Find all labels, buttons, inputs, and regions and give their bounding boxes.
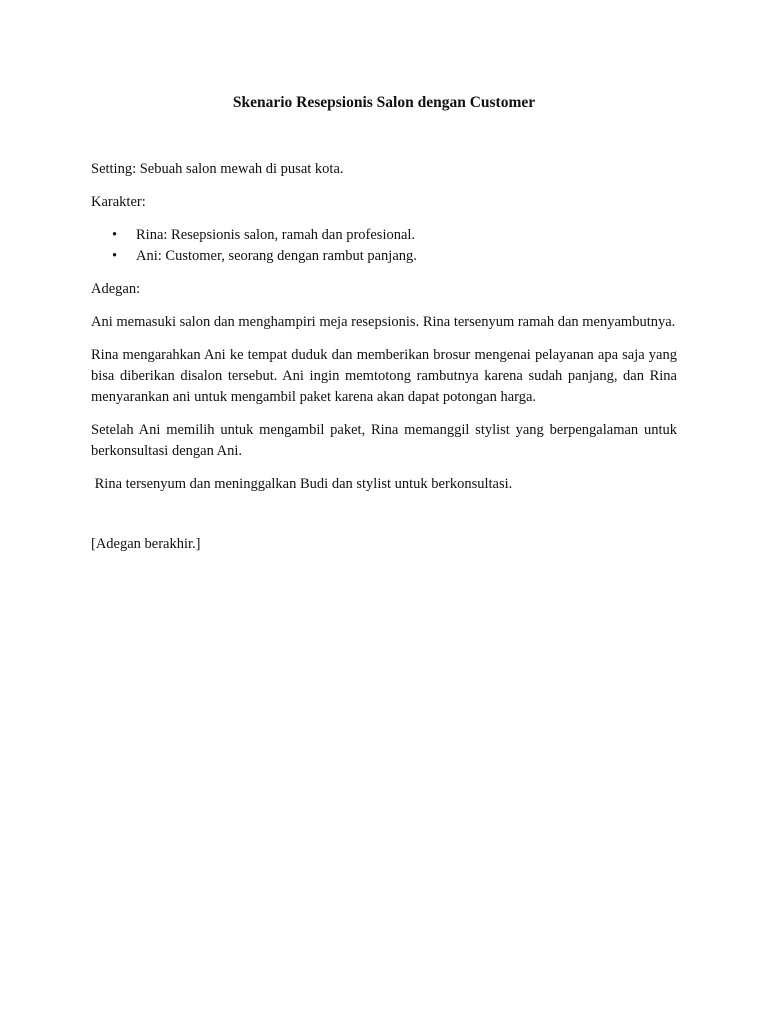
- adegan-label: Adegan:: [91, 281, 141, 297]
- list-item: [91, 225, 677, 246]
- setting-line: Setting: Sebuah salon mewah di pusat kota.: [91, 161, 344, 177]
- ending-line: [Adegan berakhir.]: [91, 536, 201, 552]
- character-ani: Ani: Customer, seorang dengan rambut panjang.: [136, 247, 417, 264]
- bullet-icon: •: [112, 227, 118, 243]
- bullet-icon: •: [112, 247, 118, 264]
- scene-paragraph-1: Ani memasuki salon dan menghampiri meja resepsionis. Rina tersenyum ramah dan menyambutnya.: [91, 314, 676, 330]
- scene-paragraph-3: Setelah Ani memilih untuk mengambil paket, Rina memanggil stylist yang berpengalaman untuk berkonsultasi dengan Ani.: [91, 422, 677, 459]
- character-rina: Rina: Resepsionis salon, ramah dan profesional.: [136, 227, 416, 243]
- scene-paragraph-4: Rina tersenyum dan meninggalkan Budi dan stylist untuk berkonsultasi.: [91, 476, 513, 492]
- document-page: [91, 91, 677, 555]
- list-item: [91, 246, 677, 267]
- karakter-label: Karakter:: [91, 194, 146, 210]
- scene-paragraph-2: Rina mengarahkan Ani ke tempat duduk dan memberikan brosur mengenai pelayanan apa saja yang bisa diberikan disalon tersebut. Ani ingin memtotong rambutnya karena sudah panjang, dan Rina menyarankan ani untuk mengambil paket karena akan dapat potongan harga.: [91, 347, 677, 405]
- character-list: [91, 225, 677, 266]
- document-title: Skenario Resepsionis Salon dengan Customer: [232, 94, 536, 111]
